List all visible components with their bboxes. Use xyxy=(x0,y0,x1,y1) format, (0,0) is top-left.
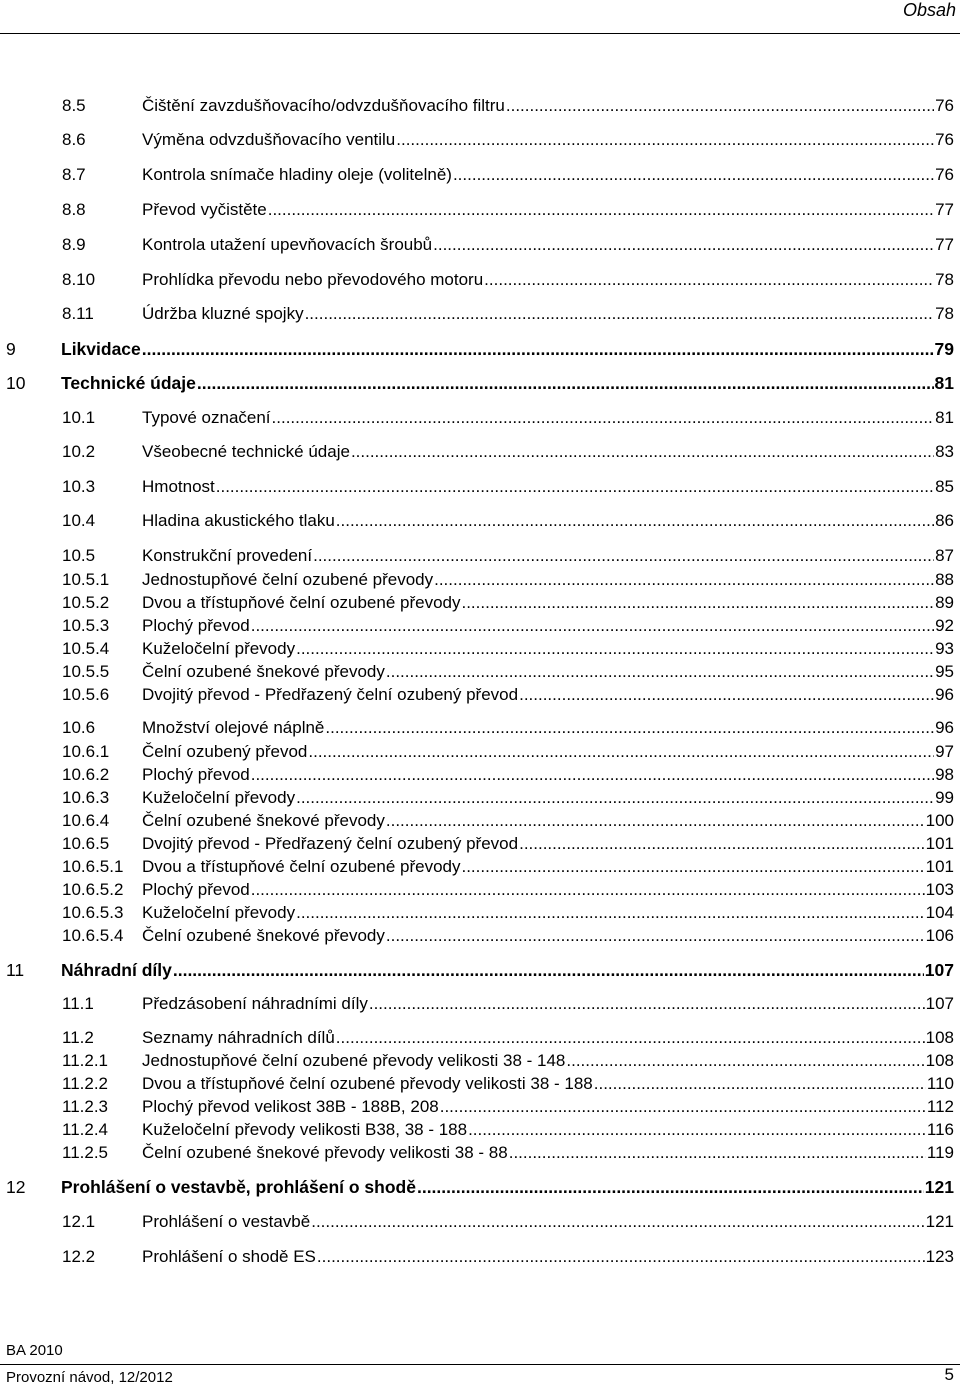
toc-entry-number: 8.7 xyxy=(62,165,86,184)
toc-entry-title: Čelní ozubené šnekové převody xyxy=(142,811,385,830)
footer-doc-code: BA 2010 xyxy=(6,1342,63,1359)
toc-entry-title: Náhradní díly xyxy=(61,960,172,980)
toc-entry-title: Výměna odvzdušňovacího ventilu xyxy=(142,130,396,149)
toc-entry[interactable] xyxy=(0,128,960,152)
toc-entry[interactable] xyxy=(0,878,960,902)
footer-divider xyxy=(0,1364,960,1365)
dot-leader xyxy=(197,371,934,395)
toc-entry-title: Hladina akustického tlaku xyxy=(142,511,335,530)
toc-entry-number: 10.5.5 xyxy=(62,662,110,681)
dot-leader xyxy=(296,786,934,810)
toc-entry-title: Množství olejové náplně xyxy=(142,718,325,737)
toc-entry-title: Technické údaje xyxy=(61,373,196,393)
toc-entry-number: 10.3 xyxy=(62,477,96,496)
toc-entry[interactable] xyxy=(0,1049,960,1073)
toc-entry-title: Prohlášení o vestavbě, prohlášení o shodě xyxy=(61,1177,416,1197)
toc-entry-number: 11.2.1 xyxy=(62,1051,109,1070)
toc-entry[interactable] xyxy=(0,1245,960,1269)
toc-entry[interactable] xyxy=(0,809,960,833)
toc-entry-number: 10.6.3 xyxy=(62,788,110,807)
dot-leader xyxy=(566,1049,924,1073)
dot-leader xyxy=(386,809,925,833)
toc-entry-page: 107 xyxy=(925,994,954,1013)
toc-entry-page: 76 xyxy=(935,130,954,149)
dot-leader xyxy=(519,683,934,707)
toc-entry-number: 10.6.5.4 xyxy=(62,926,124,945)
toc-entry[interactable] xyxy=(0,924,960,948)
toc-entry-page: 97 xyxy=(935,742,954,761)
toc-entry-page: 86 xyxy=(935,511,954,530)
toc-entry-number: 11.2.3 xyxy=(62,1097,109,1116)
toc-entry-title: Čelní ozubené šnekové převody velikosti 38 - 88 xyxy=(142,1143,508,1162)
toc-entry-page: 108 xyxy=(925,1028,954,1047)
toc-entry-page: 98 xyxy=(935,765,954,784)
toc-entry-title: Kontrola utažení upevňovacích šroubů xyxy=(142,235,433,254)
dot-leader xyxy=(251,614,934,638)
toc-entry-title: Plochý převod xyxy=(142,880,250,899)
footer-doc-title: Provozní návod, 12/2012 xyxy=(6,1369,173,1386)
dot-leader xyxy=(308,740,934,764)
dot-leader xyxy=(173,958,924,982)
toc-entry[interactable] xyxy=(0,1072,960,1096)
toc-entry-number: 11 xyxy=(6,960,25,980)
toc-entry[interactable] xyxy=(0,509,960,533)
toc-entry-title: Čelní ozubené šnekové převody xyxy=(142,662,385,681)
toc-entry-title: Kontrola snímače hladiny oleje (volitelně) xyxy=(142,165,452,184)
dot-leader xyxy=(296,901,925,925)
toc-entry[interactable] xyxy=(0,568,960,592)
toc-entry-number: 10 xyxy=(6,373,26,393)
toc-entry-title: Plochý převod xyxy=(142,616,250,635)
dot-leader xyxy=(386,924,925,948)
toc-entry-page: 116 xyxy=(926,1120,954,1139)
toc-entry-title: Čelní ozubené šnekové převody xyxy=(142,926,385,945)
toc-entry-title: Čelní ozubený převod xyxy=(142,742,308,761)
dot-leader xyxy=(434,568,934,592)
toc-entry-page: 85 xyxy=(935,477,954,496)
toc-entry[interactable] xyxy=(0,716,960,740)
toc-entry[interactable] xyxy=(0,901,960,925)
toc-entry-number: 10.6.5.3 xyxy=(62,903,124,922)
page-header-title: Obsah xyxy=(902,0,956,20)
toc-entry-page: 104 xyxy=(925,903,954,922)
toc-entry-page: 121 xyxy=(924,1177,954,1197)
toc-entry[interactable] xyxy=(0,440,960,464)
toc-entry-page: 110 xyxy=(926,1074,954,1093)
toc-entry-number: 8.5 xyxy=(62,96,86,115)
toc-entry-page: 78 xyxy=(935,304,954,323)
toc-entry-title: Plochý převod xyxy=(142,765,250,784)
toc-entry-number: 10.5.3 xyxy=(62,616,110,635)
dot-leader xyxy=(369,992,925,1016)
toc-entry[interactable] xyxy=(0,591,960,615)
toc-entry-number: 10.6.5.2 xyxy=(62,880,124,899)
dot-leader xyxy=(268,198,934,222)
toc-entry-title: Dvou a třístupňové čelní ozubené převody velikosti 38 - 188 xyxy=(142,1074,593,1093)
toc-entry-title: Převod vyčistěte xyxy=(142,200,267,219)
toc-entry[interactable] xyxy=(0,475,960,499)
toc-entry-title: Kuželočelní převody xyxy=(142,639,296,658)
toc-entry-page: 76 xyxy=(935,165,954,184)
toc-entry-title: Dvou a třístupňové čelní ozubené převody xyxy=(142,593,461,612)
toc-entry-page: 81 xyxy=(934,373,954,393)
toc-entry-page: 78 xyxy=(935,270,954,289)
toc-entry-page: 76 xyxy=(935,96,954,115)
toc-entry-page: 119 xyxy=(926,1143,954,1162)
toc-entry-title: Dvojitý převod - Předřazený čelní ozubený převod xyxy=(142,834,519,853)
dot-leader xyxy=(468,1118,926,1142)
toc-entry[interactable] xyxy=(0,544,960,568)
toc-entry-number: 10.5 xyxy=(62,546,96,565)
dot-leader xyxy=(509,1141,926,1165)
toc-entry-page: 123 xyxy=(925,1247,954,1266)
toc-entry-number: 10.6.1 xyxy=(62,742,110,761)
dot-leader xyxy=(216,475,934,499)
toc-entry-page: 95 xyxy=(935,662,954,681)
toc-entry-number: 10.6.5.1 xyxy=(62,857,124,876)
toc-entry-page: 100 xyxy=(925,811,954,830)
toc-entry[interactable] xyxy=(0,1026,960,1050)
toc-entry-page: 101 xyxy=(925,857,954,876)
toc-entry-page: 81 xyxy=(935,408,954,427)
toc-entry-title: Prohlídka převodu nebo převodového motoru xyxy=(142,270,484,289)
toc-entry-page: 96 xyxy=(935,718,954,737)
toc-entry[interactable] xyxy=(0,637,960,661)
toc-entry[interactable] xyxy=(0,1118,960,1142)
toc-entry-title: Prohlášení o vestavbě xyxy=(142,1212,311,1231)
toc-entry-title: Seznamy náhradních dílů xyxy=(142,1028,335,1047)
dot-leader xyxy=(296,637,934,661)
toc-entry[interactable] xyxy=(0,1141,960,1165)
toc-entry[interactable] xyxy=(0,233,960,257)
toc-entry-page: 93 xyxy=(935,639,954,658)
toc-entry[interactable] xyxy=(0,958,960,982)
toc-entry-number: 10.2 xyxy=(62,442,96,461)
toc-entry[interactable] xyxy=(0,302,960,326)
dot-leader xyxy=(317,1245,925,1269)
toc-entry-title: Plochý převod velikost 38B - 188B, 208 xyxy=(142,1097,439,1116)
toc-entry-title: Typové označení xyxy=(142,408,271,427)
toc-entry-number: 10.6.5 xyxy=(62,834,110,853)
toc-entry[interactable] xyxy=(0,740,960,764)
toc-entry-title: Předzásobení náhradními díly xyxy=(142,994,368,1013)
dot-leader xyxy=(506,94,934,118)
toc-entry[interactable] xyxy=(0,371,960,395)
dot-leader xyxy=(386,660,934,684)
dot-leader xyxy=(336,509,934,533)
toc-entry-page: 89 xyxy=(935,593,954,612)
dot-leader xyxy=(142,337,934,361)
toc-entry-number: 8.10 xyxy=(62,270,96,289)
toc-entry-number: 10.5.4 xyxy=(62,639,110,658)
toc-entry[interactable] xyxy=(0,268,960,292)
toc-entry-page: 108 xyxy=(925,1051,954,1070)
dot-leader xyxy=(313,544,934,568)
toc-entry-page: 83 xyxy=(935,442,954,461)
toc-entry[interactable] xyxy=(0,163,960,187)
toc-entry[interactable] xyxy=(0,832,960,856)
toc-entry-page: 77 xyxy=(935,200,954,219)
toc-entry-page: 121 xyxy=(925,1212,954,1231)
toc-entry-title: Čištění zavzdušňovacího/odvzdušňovacího filtru xyxy=(142,96,505,115)
toc-entry[interactable] xyxy=(0,1095,960,1119)
toc-entry-page: 99 xyxy=(935,788,954,807)
toc-entry-number: 10.6.2 xyxy=(62,765,110,784)
dot-leader xyxy=(417,1175,924,1199)
dot-leader xyxy=(519,832,925,856)
toc-entry[interactable] xyxy=(0,786,960,810)
page-number: 5 xyxy=(944,1365,954,1384)
toc-entry-title: Kuželočelní převody velikosti B38, 38 - 188 xyxy=(142,1120,468,1139)
toc-entry-number: 8.9 xyxy=(62,235,86,254)
toc-entry-page: 107 xyxy=(924,960,954,980)
toc-entry[interactable] xyxy=(0,1175,960,1199)
dot-leader xyxy=(336,1026,925,1050)
toc-entry-number: 11.2.2 xyxy=(62,1074,109,1093)
toc-entry-number: 10.6.4 xyxy=(62,811,110,830)
dot-leader xyxy=(351,440,934,464)
toc-entry[interactable] xyxy=(0,763,960,787)
toc-entry-title: Prohlášení o shodě ES xyxy=(142,1247,316,1266)
toc-entry-page: 96 xyxy=(935,685,954,704)
toc-entry-title: Kuželočelní převody xyxy=(142,903,296,922)
toc-entry-page: 87 xyxy=(935,546,954,565)
dot-leader xyxy=(433,233,934,257)
toc-entry-title: Kuželočelní převody xyxy=(142,788,296,807)
toc-entry[interactable] xyxy=(0,337,960,361)
dot-leader xyxy=(440,1095,926,1119)
header-divider xyxy=(0,33,960,34)
toc-entry-page: 101 xyxy=(925,834,954,853)
toc-entry-number: 10.5.1 xyxy=(62,570,110,589)
toc-entry[interactable] xyxy=(0,406,960,430)
toc-entry-number: 9 xyxy=(6,339,16,359)
toc-entry-number: 12.1 xyxy=(62,1212,96,1231)
toc-entry-number: 10.5.6 xyxy=(62,685,110,704)
toc-entry-title: Údržba kluzné spojky xyxy=(142,304,304,323)
dot-leader xyxy=(272,406,935,430)
toc-entry-page: 112 xyxy=(926,1097,954,1116)
toc-entry-title: Jednostupňové čelní ozubené převody velikosti 38 - 148 xyxy=(142,1051,566,1070)
toc-entry-page: 92 xyxy=(935,616,954,635)
toc-entry-number: 8.11 xyxy=(62,304,94,323)
toc-entry-number: 8.8 xyxy=(62,200,86,219)
toc-entry-title: Likvidace xyxy=(61,339,141,359)
dot-leader xyxy=(396,128,934,152)
toc-entry[interactable] xyxy=(0,614,960,638)
toc-entry-number: 11.2.5 xyxy=(62,1143,109,1162)
dot-leader xyxy=(594,1072,926,1096)
dot-leader xyxy=(461,855,924,879)
toc-entry-title: Dvou a třístupňové čelní ozubené převody xyxy=(142,857,461,876)
toc-entry-number: 11.2.4 xyxy=(62,1120,109,1139)
dot-leader xyxy=(305,302,935,326)
toc-entry-number: 11.2 xyxy=(62,1028,94,1047)
toc-entry-number: 12.2 xyxy=(62,1247,96,1266)
toc-entry[interactable] xyxy=(0,992,960,1016)
toc-entry-title: Jednostupňové čelní ozubené převody xyxy=(142,570,434,589)
toc-entry[interactable] xyxy=(0,683,960,707)
toc-entry-page: 88 xyxy=(935,570,954,589)
toc-entry-number: 10.6 xyxy=(62,718,96,737)
toc-entry[interactable] xyxy=(0,1210,960,1234)
toc-entry-title: Konstrukční provedení xyxy=(142,546,313,565)
toc-entry-page: 79 xyxy=(934,339,954,359)
toc-entry-title: Všeobecné technické údaje xyxy=(142,442,350,461)
toc-entry[interactable] xyxy=(0,660,960,684)
dot-leader xyxy=(484,268,934,292)
toc-entry[interactable] xyxy=(0,94,960,118)
toc-entry-page: 77 xyxy=(935,235,954,254)
toc-entry-number: 10.4 xyxy=(62,511,96,530)
toc-entry[interactable] xyxy=(0,855,960,879)
toc-entry-number: 12 xyxy=(6,1177,26,1197)
toc-entry-number: 10.5.2 xyxy=(62,593,110,612)
dot-leader xyxy=(311,1210,924,1234)
toc-entry-number: 8.6 xyxy=(62,130,86,149)
dot-leader xyxy=(325,716,934,740)
toc-entry-number: 10.1 xyxy=(62,408,96,427)
toc-entry-page: 106 xyxy=(925,926,954,945)
dot-leader xyxy=(251,878,925,902)
toc-entry-title: Hmotnost xyxy=(142,477,215,496)
toc-entry-number: 11.1 xyxy=(62,994,94,1013)
dot-leader xyxy=(453,163,934,187)
toc-entry-page: 103 xyxy=(925,880,954,899)
dot-leader xyxy=(251,763,934,787)
toc-entry[interactable] xyxy=(0,198,960,222)
toc-entry-title: Dvojitý převod - Předřazený čelní ozubený převod xyxy=(142,685,519,704)
dot-leader xyxy=(461,591,934,615)
